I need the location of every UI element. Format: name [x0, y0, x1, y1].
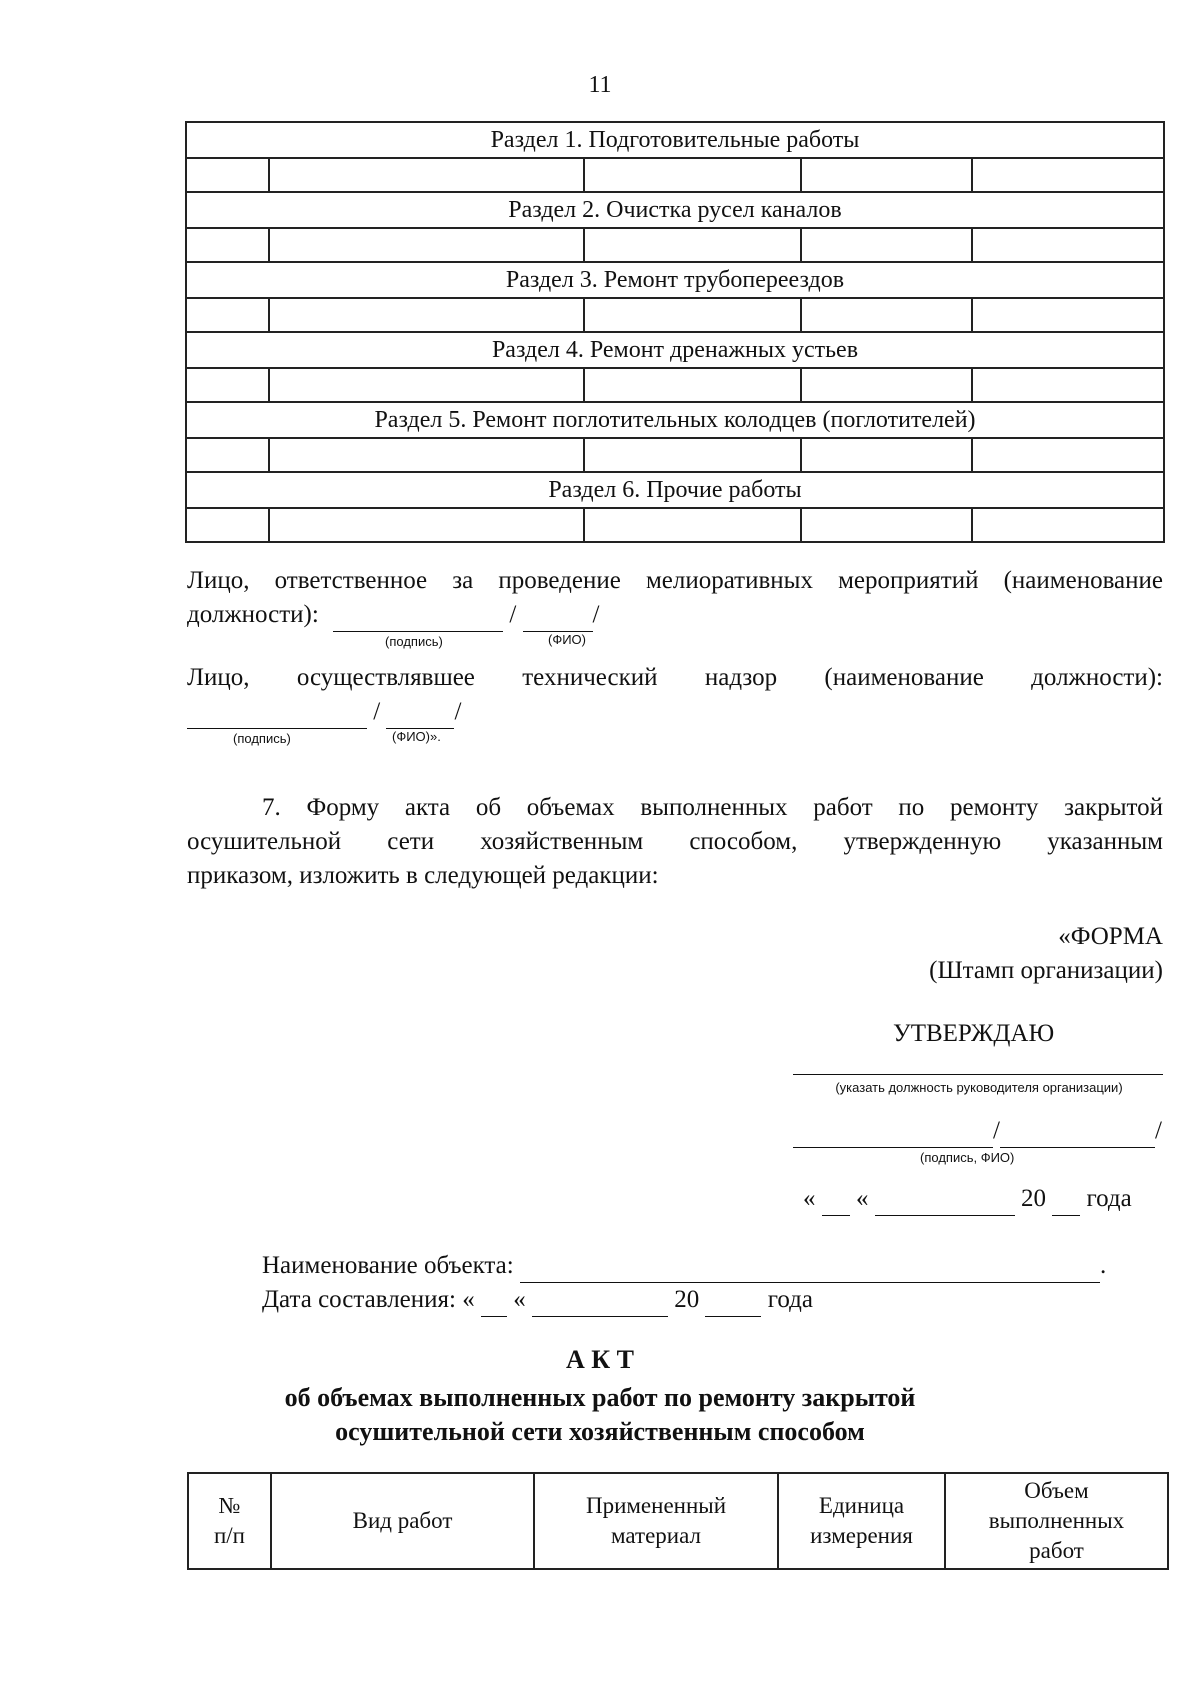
empty-cell: [801, 438, 972, 472]
empty-cell: [801, 298, 972, 332]
section-header-row: [186, 402, 1164, 438]
responsible-line1: Лицо, ответственное за проведение мелиоративных мероприятий (наименование: [187, 567, 1163, 594]
approval-month-line: [875, 1189, 1015, 1216]
section-title: Раздел 1. Подготовительные работы: [186, 122, 1164, 158]
empty-cell: [186, 368, 269, 402]
section-title: Раздел 4. Ремонт дренажных устьев: [186, 332, 1164, 368]
col-number-header: [188, 1473, 271, 1569]
section-header-row: [186, 472, 1164, 508]
approval-year-line: [1052, 1189, 1080, 1216]
approval-year-suffix: года: [1086, 1185, 1132, 1212]
section-header-row: [186, 262, 1164, 298]
section-header-row: [186, 192, 1164, 228]
act-subtitle-1: об объемах выполненных работ по ремонту закрытой: [284, 1383, 916, 1412]
object-name-label: Наименование объекта:: [262, 1252, 514, 1279]
act-subtitle-2: осушительной сети хозяйственным способом: [335, 1417, 865, 1446]
approver-slash: /: [993, 1117, 1000, 1144]
act-table-header-row: [188, 1473, 1168, 1569]
stamp-label: (Штамп организации): [929, 957, 1163, 984]
approval-day-line: [822, 1189, 850, 1216]
section-empty-row: [186, 508, 1164, 542]
object-name-end: .: [1099, 1252, 1107, 1279]
section-empty-row: [186, 158, 1164, 192]
empty-cell: [801, 508, 972, 542]
approval-year-prefix: 20: [1021, 1185, 1046, 1212]
approver-sign-row: [793, 1114, 1162, 1148]
section-empty-row: [186, 228, 1164, 262]
empty-cell: [269, 438, 584, 472]
responsible-fio-caption: (ФИО): [548, 632, 586, 647]
supervisor-fio-caption: (ФИО)».: [392, 729, 441, 744]
approval-date-close: «: [856, 1185, 869, 1212]
empty-cell: [269, 508, 584, 542]
act-title: А К Т: [566, 1345, 634, 1374]
forma-label: «ФОРМА: [1058, 923, 1163, 950]
col-number-label: № п/п: [213, 1493, 245, 1548]
approve-label: УТВЕРЖДАЮ: [893, 1020, 1055, 1047]
approver-position-line: [793, 1074, 1163, 1075]
supervisor-signature-line: [187, 702, 367, 729]
supervisor-fio-line: [386, 702, 454, 729]
empty-cell: [186, 438, 269, 472]
compile-month-line: [532, 1290, 668, 1317]
col-unit-label: Единица измерения: [810, 1493, 913, 1548]
supervisor-line2: [187, 695, 461, 729]
section-title: Раздел 2. Очистка русел каналов: [186, 192, 1164, 228]
empty-cell: [186, 228, 269, 262]
supervisor-slash: /: [373, 698, 381, 725]
responsible-signature-line: [333, 605, 503, 632]
object-name-row: [262, 1249, 1106, 1283]
empty-cell: [972, 298, 1164, 332]
page-number: 11: [588, 72, 612, 98]
empty-cell: [972, 438, 1164, 472]
sections-table: [185, 121, 1165, 543]
approver-slash-end: /: [1154, 1117, 1162, 1144]
empty-cell: [801, 368, 972, 402]
empty-cell: [269, 368, 584, 402]
empty-cell: [584, 298, 801, 332]
col-material-label: Примененный материал: [585, 1493, 727, 1548]
empty-cell: [972, 228, 1164, 262]
compile-year-suffix: года: [767, 1286, 813, 1313]
col-work-type-header: [271, 1473, 534, 1569]
empty-cell: [186, 508, 269, 542]
empty-cell: [972, 508, 1164, 542]
item7-line2: осушительной сети хозяйственным способом, утвержденную указанным: [187, 828, 1163, 855]
compile-date-row: [262, 1283, 813, 1317]
compile-year-line: [705, 1290, 761, 1317]
empty-cell: [801, 158, 972, 192]
col-work-type-label: Вид работ: [352, 1508, 453, 1533]
item7-line3: приказом, изложить в следующей редакции:: [187, 862, 659, 889]
responsible-signature-caption: (подпись): [385, 634, 443, 649]
supervisor-slash-end: /: [454, 698, 462, 725]
col-unit-header: [778, 1473, 945, 1569]
supervisor-signature-caption: (подпись): [233, 731, 291, 746]
compile-day-line: [481, 1290, 507, 1317]
section-title: Раздел 3. Ремонт трубопереездов: [186, 262, 1164, 298]
compile-date-close: «: [513, 1286, 526, 1313]
approval-date-row: [803, 1182, 1132, 1216]
section-title: Раздел 5. Ремонт поглотительных колодцев (поглотителей): [186, 402, 1164, 438]
approval-date-open: «: [803, 1185, 816, 1212]
empty-cell: [584, 508, 801, 542]
section-title: Раздел 6. Прочие работы: [186, 472, 1164, 508]
empty-cell: [972, 368, 1164, 402]
section-empty-row: [186, 438, 1164, 472]
empty-cell: [186, 158, 269, 192]
empty-cell: [584, 438, 801, 472]
approver-fio-line: [1000, 1121, 1155, 1148]
col-volume-label: Объем выполненных работ: [988, 1478, 1125, 1563]
empty-cell: [972, 158, 1164, 192]
col-volume-header: [945, 1473, 1168, 1569]
empty-cell: [186, 298, 269, 332]
section-header-row: [186, 122, 1164, 158]
empty-cell: [269, 158, 584, 192]
empty-cell: [584, 368, 801, 402]
section-empty-row: [186, 298, 1164, 332]
empty-cell: [584, 158, 801, 192]
responsible-line2: [187, 598, 1163, 632]
act-table: [187, 1472, 1169, 1570]
empty-cell: [269, 298, 584, 332]
empty-cell: [801, 228, 972, 262]
compile-year-prefix: 20: [674, 1286, 700, 1313]
section-empty-row: [186, 368, 1164, 402]
empty-cell: [269, 228, 584, 262]
col-material-header: [534, 1473, 778, 1569]
responsible-fio-line: [523, 605, 593, 632]
approver-signature-line: [793, 1121, 993, 1148]
approver-sign-caption: (подпись, ФИО): [920, 1150, 1015, 1165]
item7-line1: 7. Форму акта об объемах выполненных работ по ремонту закрытой: [262, 794, 1163, 821]
responsible-slash: /: [509, 601, 517, 628]
section-header-row: [186, 332, 1164, 368]
approver-position-caption: (указать должность руководителя организации): [835, 1080, 1123, 1095]
responsible-slash-end: /: [592, 601, 600, 628]
responsible-position-label: должности):: [187, 601, 319, 628]
object-name-line: [520, 1256, 1100, 1283]
compile-date-label: Дата составления: «: [262, 1286, 475, 1313]
empty-cell: [584, 228, 801, 262]
supervisor-line1: Лицо, осуществлявшее технический надзор (наименование должности):: [187, 664, 1163, 691]
